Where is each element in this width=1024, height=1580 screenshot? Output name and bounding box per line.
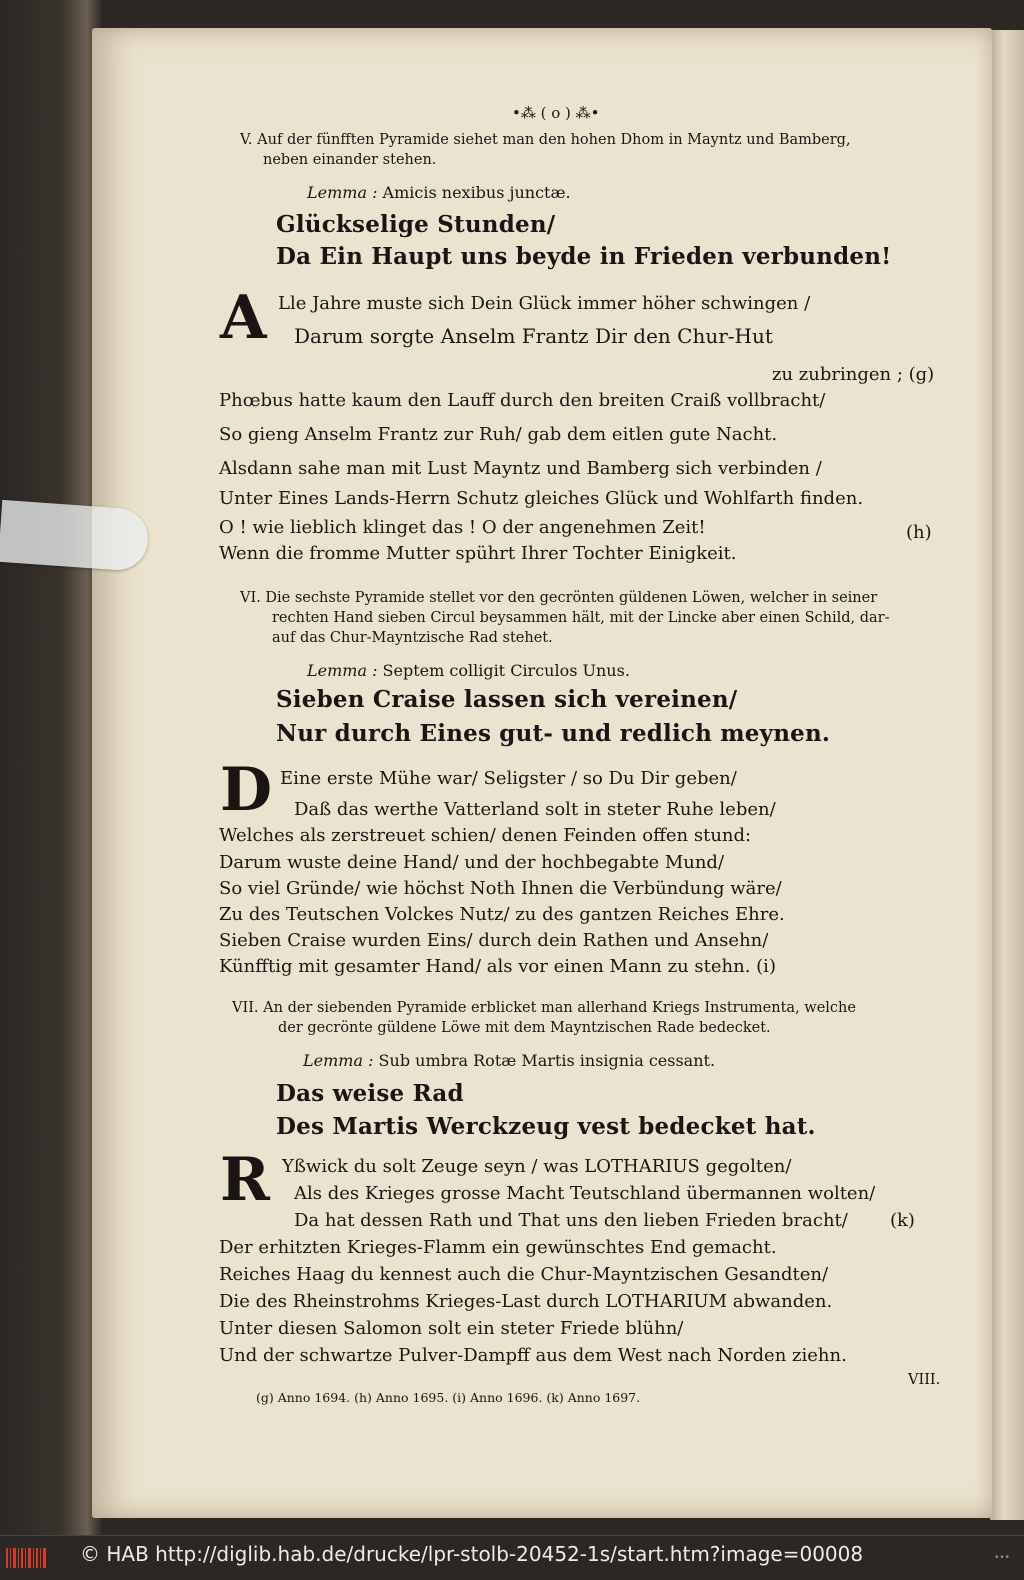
verse-line: So gieng Anselm Frantz zur Ruh/ gab dem eitlen gute Nacht. [219, 424, 778, 445]
verse-line: zu zubringen ; (g) [772, 364, 935, 385]
section-v-line1: V. Auf der fünfften Pyramide siehet man den hohen Dhom in Mayntz und Bamberg, [240, 132, 851, 148]
lemma-label: Lemma : [307, 661, 378, 680]
verse-line: Yßwick du solt Zeuge seyn / was LOTHARIUS gegolten/ [282, 1156, 792, 1177]
copyright-url[interactable]: © HAB http://diglib.hab.de/drucke/lpr-stolb-20452-1s/start.htm?image=00008 [80, 1542, 864, 1566]
verse-line: Der erhitzten Krieges-Flamm ein gewünschtes End gemacht. [219, 1237, 777, 1258]
page-marker-tab [0, 500, 150, 572]
drop-cap-initial: D [220, 755, 273, 825]
section-vi-lemma [307, 661, 630, 680]
drop-cap-initial: A [220, 283, 267, 353]
verse-line: Als des Krieges grosse Macht Teutschland übermannen wolten/ [294, 1183, 876, 1204]
verse-line [294, 324, 773, 348]
verse-line: Daß das werthe Vatterland solt in steter Ruhe leben/ [294, 799, 776, 820]
verse-line: Darum wuste deine Hand/ und der hochbegabte Mund/ [219, 852, 725, 873]
verse-line: So viel Gründe/ wie höchst Noth Ihnen die Verbündung wäre/ [219, 878, 782, 899]
verse-line: Welches als zerstreuet schien/ denen Feinden offen stund: [219, 825, 752, 846]
verse-line: Da hat dessen Rath und That uns den lieben Frieden bracht/ [294, 1210, 848, 1231]
section-vi-motto2: Nur durch Eines gut- und redlich meynen. [276, 720, 831, 747]
verse-line: Wenn die fromme Mutter spührt Ihrer Tochter Einigkeit. [219, 543, 737, 564]
verse-text: Darum sorgte Anselm Frantz Dir den Chur-Hut [294, 324, 773, 348]
section-v-line2: neben einander stehen. [263, 152, 437, 168]
verse-line: Zu des Teutschen Volckes Nutz/ zu des gantzen Reiches Ehre. [219, 904, 785, 925]
section-vi-motto1: Sieben Craise lassen sich vereinen/ [276, 686, 738, 713]
verse-line: Sieben Craise wurden Eins/ durch dein Rathen und Ansehn/ [219, 930, 769, 951]
section-vii-lemma [303, 1051, 715, 1070]
note-ref: (k) [890, 1210, 915, 1231]
section-v-motto1: Glückselige Stunden/ [276, 211, 556, 238]
lemma-label: Lemma : [307, 183, 378, 202]
back-page-edge [990, 30, 1024, 1520]
note-ref: (h) [906, 522, 932, 543]
section-vii-motto2: Des Martis Werckzeug vest bedecket hat. [276, 1113, 816, 1140]
verse-line: Unter diesen Salomon solt ein steter Friede blühn/ [219, 1318, 684, 1339]
verse-line: O ! wie lieblich klinget das ! O der angenehmen Zeit! [219, 517, 706, 538]
section-v-lemma [307, 183, 571, 202]
verse-line: Eine erste Mühe war/ Seligster / so Du Dir geben/ [280, 768, 737, 789]
page-number: •⁂ ( o ) ⁂• [512, 104, 600, 122]
verse-line: Alsdann sahe man mit Lust Mayntz und Bamberg sich verbinden / [219, 458, 822, 479]
section-v-motto2: Da Ein Haupt uns beyde in Frieden verbunden! [276, 243, 892, 270]
lemma-text: Amicis nexibus junctæ. [382, 183, 571, 202]
section-vii-line2: der gecrönte güldene Löwe mit dem Mayntzischen Rade bedecket. [278, 1020, 771, 1036]
lemma-text: Sub umbra Rotæ Martis insignia cessant. [378, 1051, 716, 1070]
verse-line: Künfftig mit gesamter Hand/ als vor einen Mann zu stehn. (i) [219, 956, 776, 977]
drop-cap-initial: R [220, 1145, 270, 1215]
section-vii-line1: VII. An der siebenden Pyramide erblicket man allerhand Kriegs Instrumenta, welche [232, 1000, 856, 1016]
section-vi-line3: auf das Chur-Mayntzische Rad stehet. [272, 630, 553, 646]
lemma-label: Lemma : [303, 1051, 374, 1070]
more-dots-icon: ••• [994, 1553, 1010, 1563]
verse-line: Phœbus hatte kaum den Lauff durch den breiten Craiß vollbracht/ [219, 390, 826, 411]
barcode-icon [6, 1548, 46, 1568]
section-vi-line2: rechten Hand sieben Circul beysammen hält, mit der Lincke aber einen Schild, dar- [272, 610, 890, 626]
verse-line: Unter Eines Lands-Herrn Schutz gleiches Glück und Wohlfarth finden. [219, 488, 864, 509]
lemma-text: Septem colligit Circulos Unus. [382, 661, 630, 680]
footnotes: (g) Anno 1694. (h) Anno 1695. (i) Anno 1696. (k) Anno 1697. [256, 1390, 641, 1405]
catchword: VIII. [908, 1372, 941, 1388]
verse-line: Reiches Haag du kennest auch die Chur-Mayntzischen Gesandten/ [219, 1264, 829, 1285]
section-vii-motto1: Das weise Rad [276, 1080, 464, 1107]
verse-line: Die des Rheinstrohms Krieges-Last durch LOTHARIUM abwanden. [219, 1291, 833, 1312]
verse-line: Und der schwartze Pulver-Dampff aus dem West nach Norden ziehn. [219, 1345, 847, 1366]
section-vi-line1: VI. Die sechste Pyramide stellet vor den gecrönten güldenen Löwen, welcher in seiner [240, 590, 878, 606]
verse-line: Lle Jahre muste sich Dein Glück immer höher schwingen / [278, 293, 811, 314]
